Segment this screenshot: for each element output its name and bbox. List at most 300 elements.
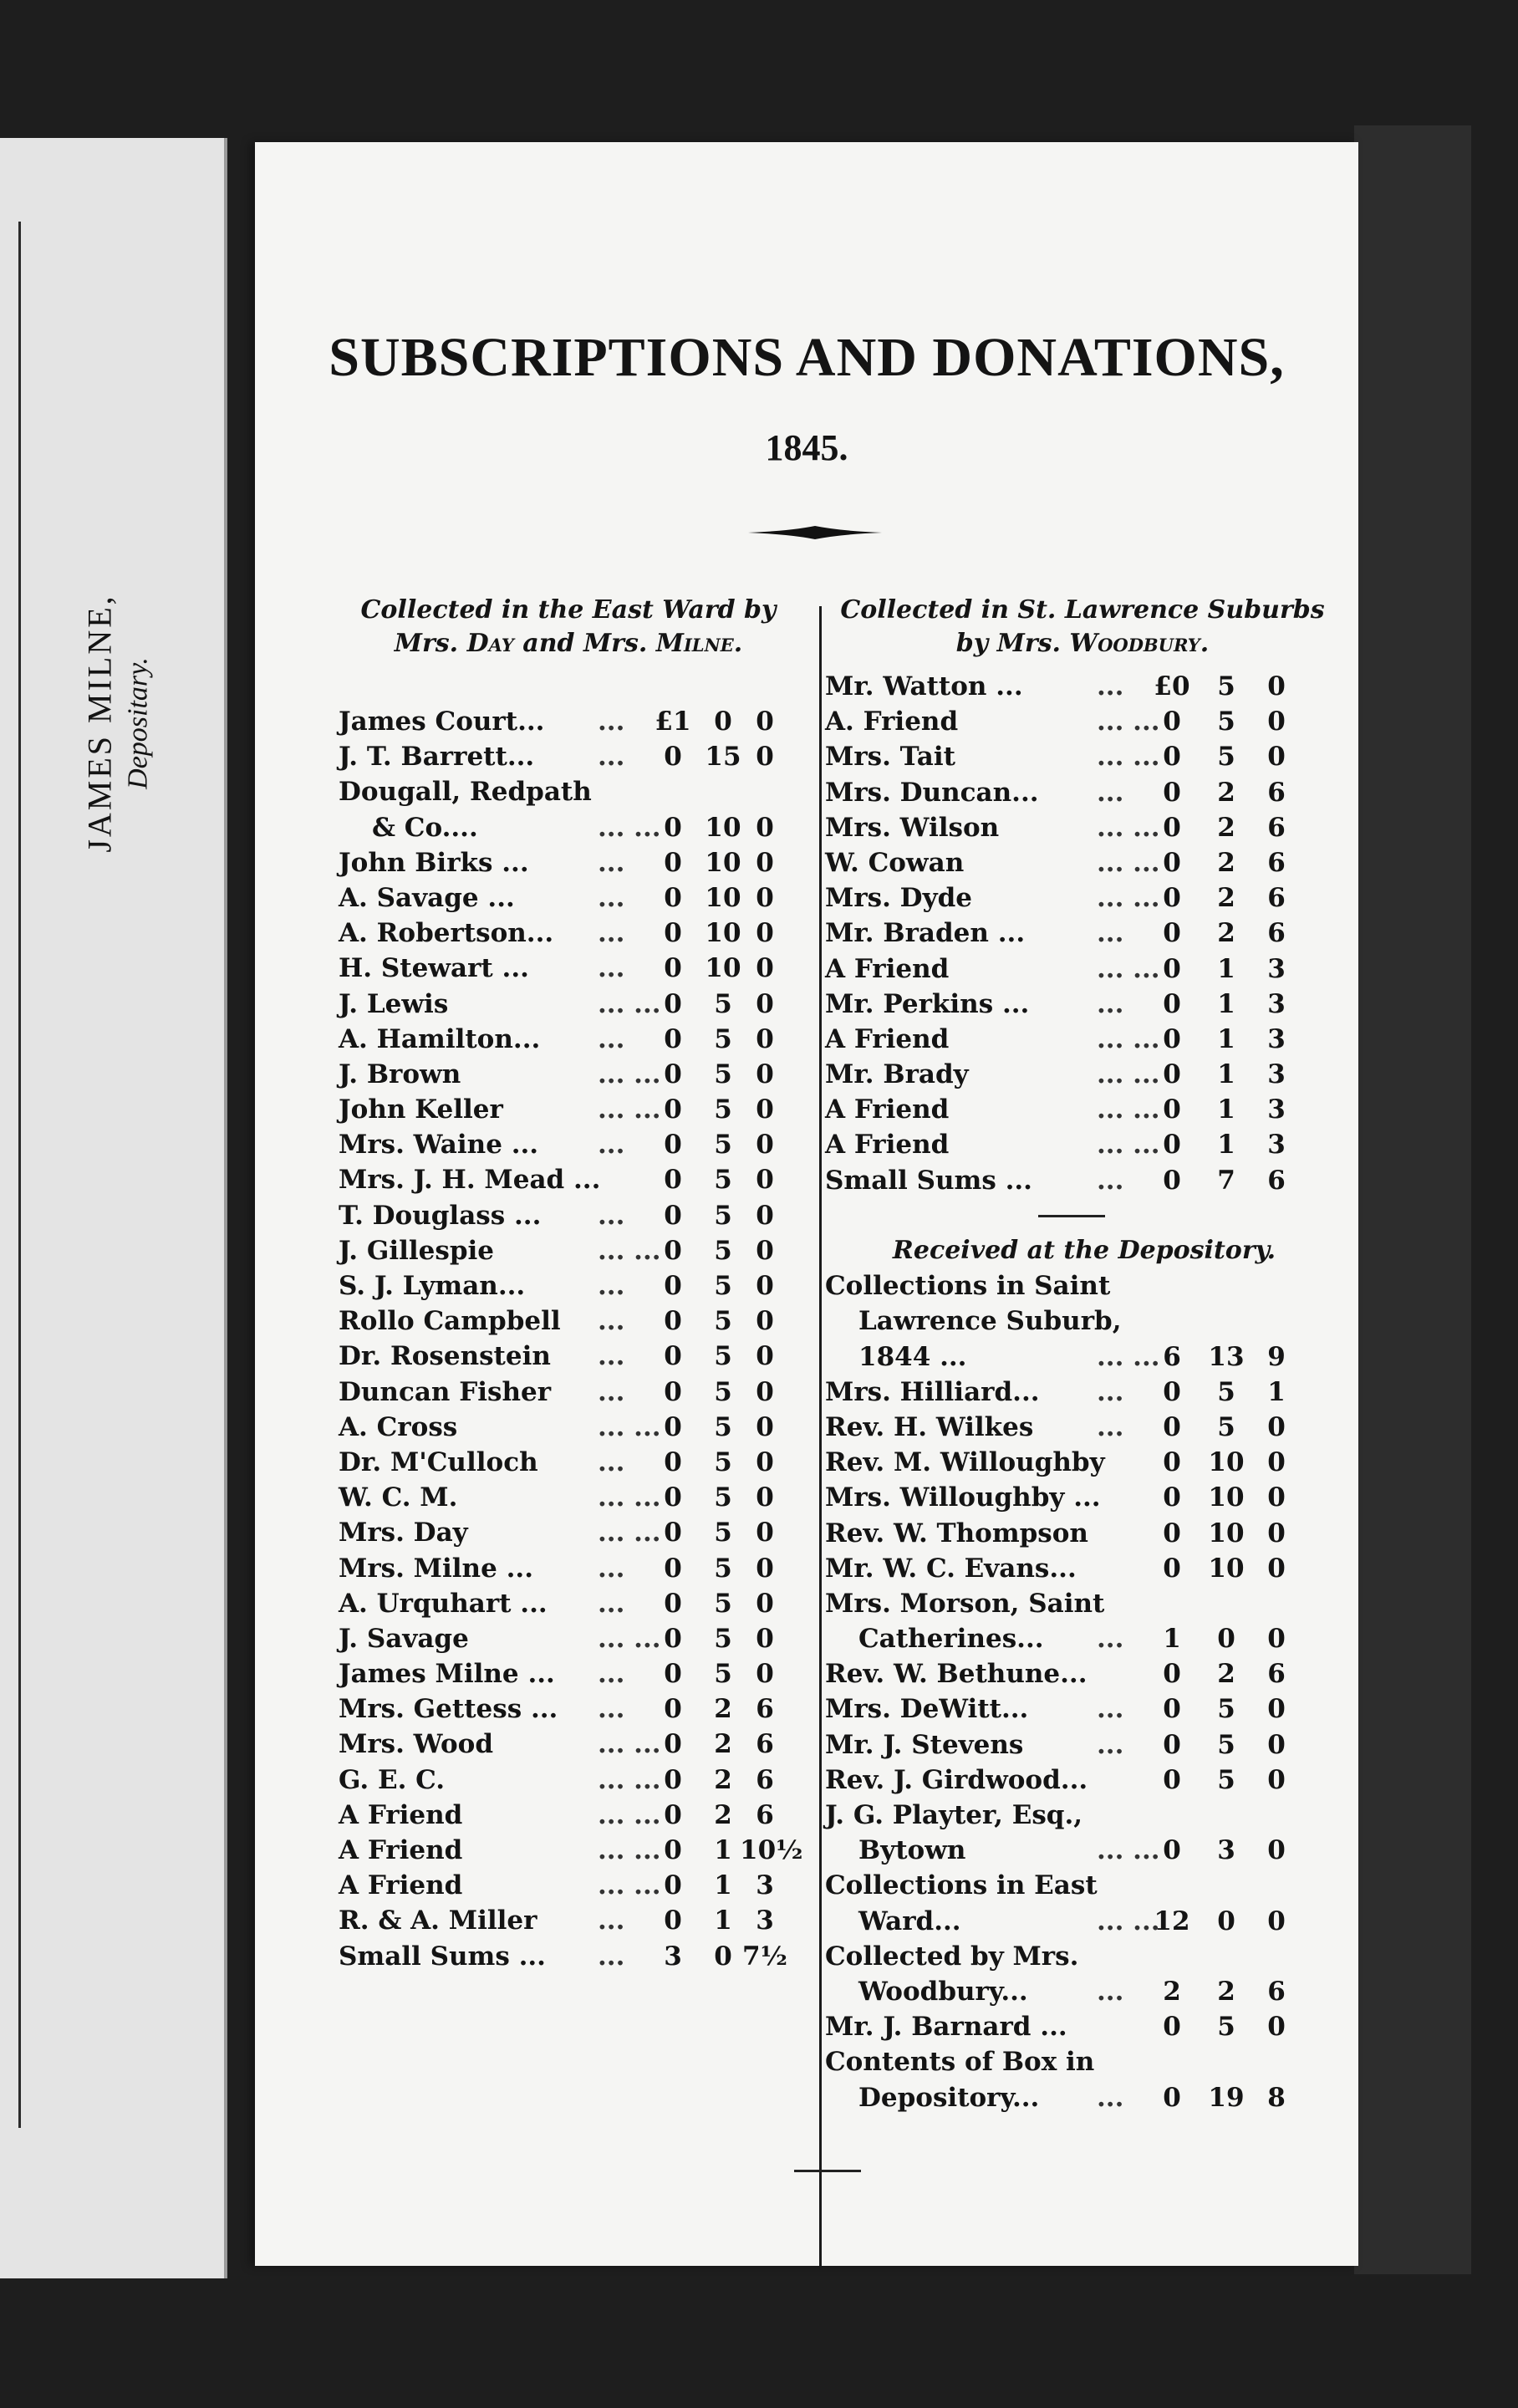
ledger-row <box>825 669 1343 704</box>
leader-dots: ... <box>598 1659 625 1690</box>
amount-shillings: 5 <box>714 988 732 1019</box>
ledger-row <box>339 1339 807 1374</box>
amount-shillings: 1 <box>1217 1094 1235 1125</box>
amount-pounds: 0 <box>664 1023 682 1054</box>
amount-shillings: 5 <box>1217 742 1235 773</box>
subscriber-name: Mr. Brady <box>825 1059 969 1090</box>
ledger-row <box>339 1445 807 1480</box>
subscriber-name: Depository... <box>858 2082 1040 2113</box>
ledger-row <box>825 1551 1343 1586</box>
amount-shillings: 5 <box>714 1165 732 1196</box>
subscriber-name: Rev. M. Willoughby <box>825 1447 1105 1478</box>
amount-pence: 6 <box>1267 1976 1286 2007</box>
amount-shillings: 1 <box>714 1905 732 1936</box>
leader-dots: ... <box>1097 1624 1124 1655</box>
leader-dots: ... ... <box>598 1411 661 1442</box>
subscriber-name: Mrs. Willoughby ... <box>825 1482 1101 1513</box>
subscriber-name: Mr. Perkins ... <box>825 988 1030 1019</box>
amount-pounds: 0 <box>1163 1553 1181 1584</box>
amount-pounds: 0 <box>664 1165 682 1196</box>
subscriber-name: A Friend <box>825 1023 950 1054</box>
amount-pounds: 0 <box>1163 847 1181 878</box>
subscriber-name: Mrs. Wilson <box>825 812 1000 843</box>
ledger-row <box>339 1939 807 1974</box>
subscriber-name: J. G. Playter, Esq., <box>825 1800 1083 1830</box>
ledger-row <box>825 1868 1343 1903</box>
amount-pounds: 0 <box>664 953 682 984</box>
subscriber-name: & Co.... <box>372 812 478 843</box>
amount-pence: 0 <box>756 1482 774 1513</box>
ledger-row <box>825 1516 1343 1551</box>
leader-dots: ... <box>598 742 625 773</box>
ledger-row <box>339 845 807 880</box>
subscriber-name: Duncan Fisher <box>339 1376 552 1407</box>
subscriber-name: Mr. J. Barnard ... <box>825 2012 1067 2043</box>
leader-dots: ... <box>1097 1694 1124 1725</box>
ledger-row <box>825 1163 1343 1198</box>
subscriber-name: 1844 ... <box>858 1341 967 1372</box>
amount-pounds: 0 <box>1163 1447 1181 1478</box>
amount-pounds: 0 <box>664 1870 682 1901</box>
amount-pence: 3 <box>1267 988 1286 1019</box>
amount-shillings: 1 <box>714 1870 732 1901</box>
amount-pence: 6 <box>1267 883 1286 914</box>
subscriber-name: Mrs. Tait <box>825 742 955 773</box>
document-page <box>255 142 1358 2266</box>
subscriber-name: Mrs. Morson, Saint <box>825 1588 1105 1619</box>
leader-dots: ... <box>598 882 625 913</box>
amount-shillings: 5 <box>1217 1376 1235 1407</box>
subscriber-name: A. Urquhart ... <box>339 1588 548 1619</box>
ledger-row <box>825 2080 1343 2115</box>
leader-dots: ... <box>598 1446 625 1477</box>
subscriber-name: Mrs. Dyde <box>825 883 972 914</box>
ledger-row <box>339 951 807 986</box>
amount-shillings: 10 <box>1208 1518 1245 1548</box>
amount-pence: 9 <box>1267 1341 1286 1372</box>
amount-shillings: 0 <box>1217 1905 1235 1936</box>
amount-pence: 0 <box>756 1659 774 1690</box>
leader-dots: ... <box>598 1376 625 1407</box>
amount-shillings: 10 <box>705 882 741 913</box>
amount-pounds: 0 <box>664 1518 682 1548</box>
ledger-row <box>339 1410 807 1445</box>
amount-pence: 8 <box>1267 2082 1286 2113</box>
amount-pounds: £1 <box>655 707 691 737</box>
subscriber-name: Mrs. Gettess ... <box>339 1694 558 1725</box>
amount-pounds: 0 <box>1163 1411 1181 1442</box>
amount-shillings: 1 <box>1217 953 1235 984</box>
ledger-row <box>825 775 1343 810</box>
amount-pounds: 0 <box>1163 1694 1181 1725</box>
subscriber-name: Small Sums ... <box>825 1165 1032 1196</box>
amount-pence: 6 <box>1267 847 1286 878</box>
subscriber-name: Collections in Saint <box>825 1271 1111 1302</box>
amount-shillings: 2 <box>1217 1976 1235 2007</box>
subscriber-name: Small Sums ... <box>339 1941 546 1972</box>
subscriber-name: Mr. J. Stevens <box>825 1729 1024 1760</box>
amount-shillings: 2 <box>1217 883 1235 914</box>
amount-pence: 6 <box>756 1729 774 1760</box>
ledger-row <box>825 845 1343 880</box>
amount-pounds: 0 <box>664 1799 682 1830</box>
amount-pounds: 0 <box>664 988 682 1019</box>
amount-pounds: 0 <box>1163 2082 1181 2113</box>
amount-pounds: 0 <box>664 742 682 773</box>
leader-dots: ... <box>1097 1411 1124 1442</box>
amount-pounds: 0 <box>664 1553 682 1584</box>
ledger-row <box>825 1445 1343 1480</box>
amount-pounds: 0 <box>664 1094 682 1125</box>
ledger-row <box>825 2044 1343 2079</box>
subscriber-name: G. E. C. <box>339 1764 446 1795</box>
leader-dots: ... ... <box>1097 1094 1160 1125</box>
leader-dots: ... <box>598 1941 625 1972</box>
ledger-row <box>825 1763 1343 1798</box>
amount-pence: 0 <box>756 1341 774 1372</box>
subscriber-name: Rollo Campbell <box>339 1306 561 1337</box>
amount-shillings: 5 <box>714 1094 732 1125</box>
amount-pence: 3 <box>756 1905 774 1936</box>
leader-dots: ... <box>1097 2082 1124 2113</box>
depository-subheading: Received at the Depository. <box>892 1236 1276 1265</box>
amount-shillings: 5 <box>714 1553 732 1584</box>
ledger-row <box>339 1162 807 1197</box>
ledger-row <box>339 1763 807 1798</box>
ledger-row <box>339 1092 807 1127</box>
ledger-row <box>339 1833 807 1868</box>
amount-pence: 0 <box>756 1165 774 1196</box>
leader-dots: ... <box>598 1553 625 1584</box>
leader-dots: ... ... <box>598 1059 661 1089</box>
amount-pounds: 0 <box>664 882 682 913</box>
amount-shillings: 3 <box>1217 1835 1235 1866</box>
amount-pence: 6 <box>1267 1165 1286 1196</box>
amount-pence: 0 <box>1267 742 1286 773</box>
amount-shillings: 0 <box>714 707 732 737</box>
ledger-row <box>339 739 807 774</box>
amount-shillings: 5 <box>714 1482 732 1513</box>
ornament-divider <box>748 523 882 543</box>
amount-pounds: 0 <box>1163 1729 1181 1760</box>
ledger-row <box>339 1656 807 1691</box>
leader-dots: ... <box>598 707 625 737</box>
st-lawrence-heading-line2: by Mrs. Woodbury. <box>955 629 1210 658</box>
amount-pounds: 0 <box>664 1623 682 1654</box>
ledger-row <box>825 880 1343 916</box>
leader-dots: ... ... <box>598 1870 661 1901</box>
subscriber-name: John Keller <box>339 1094 503 1125</box>
amount-pence: 0 <box>756 742 774 773</box>
amount-pounds: 0 <box>1163 1764 1181 1795</box>
amount-pounds: 0 <box>1163 1059 1181 1090</box>
amount-pence: 0 <box>1267 1905 1286 1936</box>
amount-shillings: 10 <box>705 812 741 843</box>
leader-dots: ... ... <box>598 1482 661 1513</box>
amount-shillings: 1 <box>714 1835 732 1865</box>
east-ward-heading <box>334 594 802 661</box>
amount-pounds: 0 <box>664 1905 682 1936</box>
ledger-row <box>339 1233 807 1268</box>
amount-pounds: 0 <box>664 1729 682 1760</box>
amount-shillings: 1 <box>1217 1059 1235 1090</box>
ledger-row <box>825 1092 1343 1127</box>
amount-pence: 6 <box>756 1764 774 1795</box>
page-title: SUBSCRIPTIONS AND DONATIONS, <box>329 327 1285 388</box>
subscriber-name: A Friend <box>825 953 950 984</box>
amount-shillings: 2 <box>1217 918 1235 949</box>
leader-dots: ... <box>598 1905 625 1936</box>
amount-shillings: 5 <box>1217 707 1235 737</box>
ledger-row <box>339 1022 807 1057</box>
amount-shillings: 2 <box>1217 777 1235 808</box>
amount-shillings: 5 <box>1217 1729 1235 1760</box>
amount-shillings: 1 <box>1217 1023 1235 1054</box>
ledger-row <box>339 1057 807 1092</box>
amount-pence: 0 <box>1267 1764 1286 1795</box>
leader-dots: ... <box>598 953 625 984</box>
amount-shillings: 5 <box>1217 1411 1235 1442</box>
leader-dots: ... <box>598 1341 625 1372</box>
amount-pence: 0 <box>756 1411 774 1442</box>
subscriber-name: J. Lewis <box>339 988 449 1019</box>
leader-dots: ... ... <box>598 1799 661 1830</box>
ledger-row <box>825 810 1343 845</box>
amount-shillings: 5 <box>714 1200 732 1231</box>
leader-dots: ... <box>598 1023 625 1054</box>
leader-dots: ... <box>598 1588 625 1619</box>
ledger-row <box>339 1586 807 1621</box>
ledger-row <box>339 1375 807 1410</box>
leader-dots: ... <box>1097 777 1124 808</box>
ledger-row <box>825 1904 1343 1939</box>
amount-shillings: 5 <box>1217 2012 1235 2043</box>
amount-pence: 0 <box>1267 1835 1286 1866</box>
ledger-row <box>825 1939 1343 1974</box>
subscriber-name: Dr. Rosenstein <box>339 1341 551 1372</box>
amount-pounds: 0 <box>664 1200 682 1231</box>
leader-dots: ... ... <box>1097 812 1160 843</box>
amount-shillings: 1 <box>1217 1130 1235 1161</box>
amount-shillings: 15 <box>705 742 741 773</box>
subscriber-name: J. Savage <box>339 1623 469 1654</box>
st-lawrence-heading-line1: Collected in St. Lawrence Suburbs <box>840 595 1325 625</box>
amount-shillings: 2 <box>1217 1659 1235 1690</box>
amount-shillings: 10 <box>705 953 741 984</box>
subscriber-name: Mrs. Milne ... <box>339 1553 533 1584</box>
amount-shillings: 2 <box>1217 847 1235 878</box>
ledger-row <box>339 1727 807 1762</box>
amount-shillings: 5 <box>714 1411 732 1442</box>
amount-pence: 0 <box>756 1518 774 1548</box>
amount-pence: 0 <box>1267 707 1286 737</box>
subscriber-name: Mr. Watton ... <box>825 671 1023 701</box>
subscriber-name: Contents of Box in <box>825 2047 1095 2078</box>
subscriber-name: Mrs. Duncan... <box>825 777 1039 808</box>
amount-shillings: 10 <box>1208 1553 1245 1584</box>
section-rule <box>825 1198 1343 1233</box>
subscriber-name: Rev. W. Thompson <box>825 1518 1088 1548</box>
amount-shillings: 5 <box>714 1023 732 1054</box>
amount-pence: 0 <box>756 812 774 843</box>
amount-pence: 0 <box>1267 1624 1286 1655</box>
ledger-row <box>339 1621 807 1656</box>
leader-dots: ... ... <box>598 812 661 843</box>
subscriber-name: A Friend <box>339 1799 463 1830</box>
amount-shillings: 5 <box>714 1341 732 1372</box>
ledger-row <box>825 1022 1343 1057</box>
leader-dots: ... <box>1097 1376 1124 1407</box>
ledger-row <box>825 987 1343 1022</box>
amount-pence: 0 <box>756 1059 774 1089</box>
ledger-row <box>825 1480 1343 1515</box>
amount-shillings: 10 <box>705 847 741 878</box>
ledger-row <box>825 1339 1343 1375</box>
subscriber-name: A Friend <box>339 1835 463 1865</box>
subscriber-name: Rev. W. Bethune... <box>825 1659 1088 1690</box>
amount-pounds: 0 <box>1163 953 1181 984</box>
amount-pence: 3 <box>1267 1059 1286 1090</box>
amount-pence: 0 <box>756 1200 774 1231</box>
ledger-row <box>339 1868 807 1903</box>
subscriber-name: Mr. W. C. Evans... <box>825 1553 1077 1584</box>
amount-pence: 0 <box>756 1235 774 1266</box>
amount-pence: 3 <box>1267 1130 1286 1161</box>
amount-pence: 6 <box>1267 1659 1286 1690</box>
ledger-row <box>339 916 807 951</box>
subscriber-name: Ward... <box>858 1905 961 1936</box>
amount-pence: 0 <box>1267 1447 1286 1478</box>
amount-shillings: 2 <box>714 1729 732 1760</box>
leader-dots: ... <box>598 918 625 949</box>
amount-pence: 0 <box>756 1306 774 1337</box>
subscriber-name: Collections in East <box>825 1870 1098 1901</box>
leader-dots: ... <box>598 1271 625 1301</box>
subscriber-name: R. & A. Miller <box>339 1905 537 1936</box>
leader-dots: ... ... <box>1097 1835 1160 1866</box>
subscriber-name: John Birks ... <box>339 847 529 878</box>
ledger-row <box>825 1127 1343 1162</box>
amount-pence: 0 <box>756 1094 774 1125</box>
ledger-row <box>825 704 1343 739</box>
amount-pounds: 0 <box>1163 988 1181 1019</box>
ledger-row <box>339 1198 807 1233</box>
amount-pence: 6 <box>756 1694 774 1725</box>
amount-pence: 0 <box>1267 1518 1286 1548</box>
amount-pounds: 3 <box>664 1941 682 1972</box>
leader-dots: ... ... <box>598 1235 661 1266</box>
amount-pounds: 0 <box>664 1694 682 1725</box>
amount-shillings: 7 <box>1217 1165 1235 1196</box>
subscriber-name: Mrs. Hilliard... <box>825 1376 1040 1407</box>
amount-pounds: 0 <box>664 1376 682 1407</box>
leader-dots: ... ... <box>1097 1023 1160 1054</box>
leader-dots: ... ... <box>598 1764 661 1795</box>
amount-pounds: 0 <box>664 1482 682 1513</box>
subscriber-name: Lawrence Suburb, <box>858 1306 1122 1337</box>
amount-pounds: 2 <box>1163 1976 1181 2007</box>
amount-shillings: 19 <box>1208 2082 1245 2113</box>
amount-shillings: 10 <box>1208 1482 1245 1513</box>
amount-pence: 0 <box>756 1376 774 1407</box>
ledger-row <box>339 1303 807 1339</box>
amount-pence: 0 <box>1267 1729 1286 1760</box>
leader-dots: ... ... <box>598 1518 661 1548</box>
subscriber-name: Mrs. DeWitt... <box>825 1694 1029 1725</box>
ledger-row <box>825 1303 1343 1339</box>
amount-pence: 3 <box>1267 953 1286 984</box>
leader-dots: ... ... <box>598 988 661 1019</box>
amount-shillings: 5 <box>1217 1694 1235 1725</box>
amount-pounds: 0 <box>664 847 682 878</box>
ledger-row <box>339 810 807 845</box>
amount-shillings: 5 <box>714 1059 732 1089</box>
amount-pounds: 0 <box>664 1271 682 1301</box>
amount-pence: 10½ <box>740 1835 803 1865</box>
ledger-row <box>339 1691 807 1727</box>
amount-pounds: 0 <box>1163 918 1181 949</box>
ledger-row <box>339 1551 807 1586</box>
amount-shillings: 5 <box>714 1659 732 1690</box>
ledger-row <box>825 1798 1343 1833</box>
amount-shillings: 5 <box>714 1271 732 1301</box>
subscriber-name: A Friend <box>825 1130 950 1161</box>
amount-pounds: 6 <box>1163 1341 1181 1372</box>
leader-dots: ... ... <box>1097 742 1160 773</box>
amount-shillings: 10 <box>1208 1447 1245 1478</box>
subscriber-name: Rev. J. Girdwood... <box>825 1764 1088 1795</box>
ledger-row <box>339 880 807 916</box>
amount-shillings: 5 <box>714 1588 732 1619</box>
amount-pounds: 0 <box>1163 1835 1181 1866</box>
amount-shillings: 2 <box>714 1764 732 1795</box>
amount-pounds: 0 <box>664 1235 682 1266</box>
amount-shillings: 13 <box>1208 1341 1245 1372</box>
subscriber-name: James Court... <box>339 707 545 737</box>
amount-pence: 0 <box>756 1553 774 1584</box>
amount-pounds: 0 <box>664 1659 682 1690</box>
subscriber-name: W. C. M. <box>339 1482 458 1513</box>
amount-pounds: 0 <box>1163 1482 1181 1513</box>
subscriber-name: Dougall, Redpath <box>339 777 592 808</box>
book-page-edges <box>1354 125 1471 2274</box>
ledger-row <box>825 1656 1343 1691</box>
ledger-row <box>825 1691 1343 1727</box>
amount-pence: 0 <box>756 847 774 878</box>
subscriber-name: James Milne ... <box>339 1659 555 1690</box>
amount-pounds: 0 <box>664 1835 682 1865</box>
facing-page-rule <box>18 222 21 2128</box>
ledger-row <box>339 704 807 739</box>
amount-pence: 0 <box>756 1446 774 1477</box>
amount-pence: 0 <box>1267 1482 1286 1513</box>
ledger-row <box>339 1268 807 1303</box>
amount-pence: 0 <box>756 1023 774 1054</box>
amount-pence: 3 <box>756 1870 774 1901</box>
leader-dots: ... <box>598 1130 625 1161</box>
subscriber-name: Mrs. Waine ... <box>339 1130 539 1161</box>
ledger-row <box>825 2009 1343 2044</box>
amount-pence: 0 <box>756 707 774 737</box>
amount-pence: 0 <box>1267 1694 1286 1725</box>
leader-dots: ... ... <box>598 1835 661 1865</box>
subscriber-name: A. Hamilton... <box>339 1023 541 1054</box>
amount-shillings: 5 <box>714 1518 732 1548</box>
amount-pounds: 0 <box>664 918 682 949</box>
st-lawrence-heading <box>823 594 1342 661</box>
subscriber-name: Mrs. Wood <box>339 1729 494 1760</box>
amount-pence: 6 <box>1267 812 1286 843</box>
